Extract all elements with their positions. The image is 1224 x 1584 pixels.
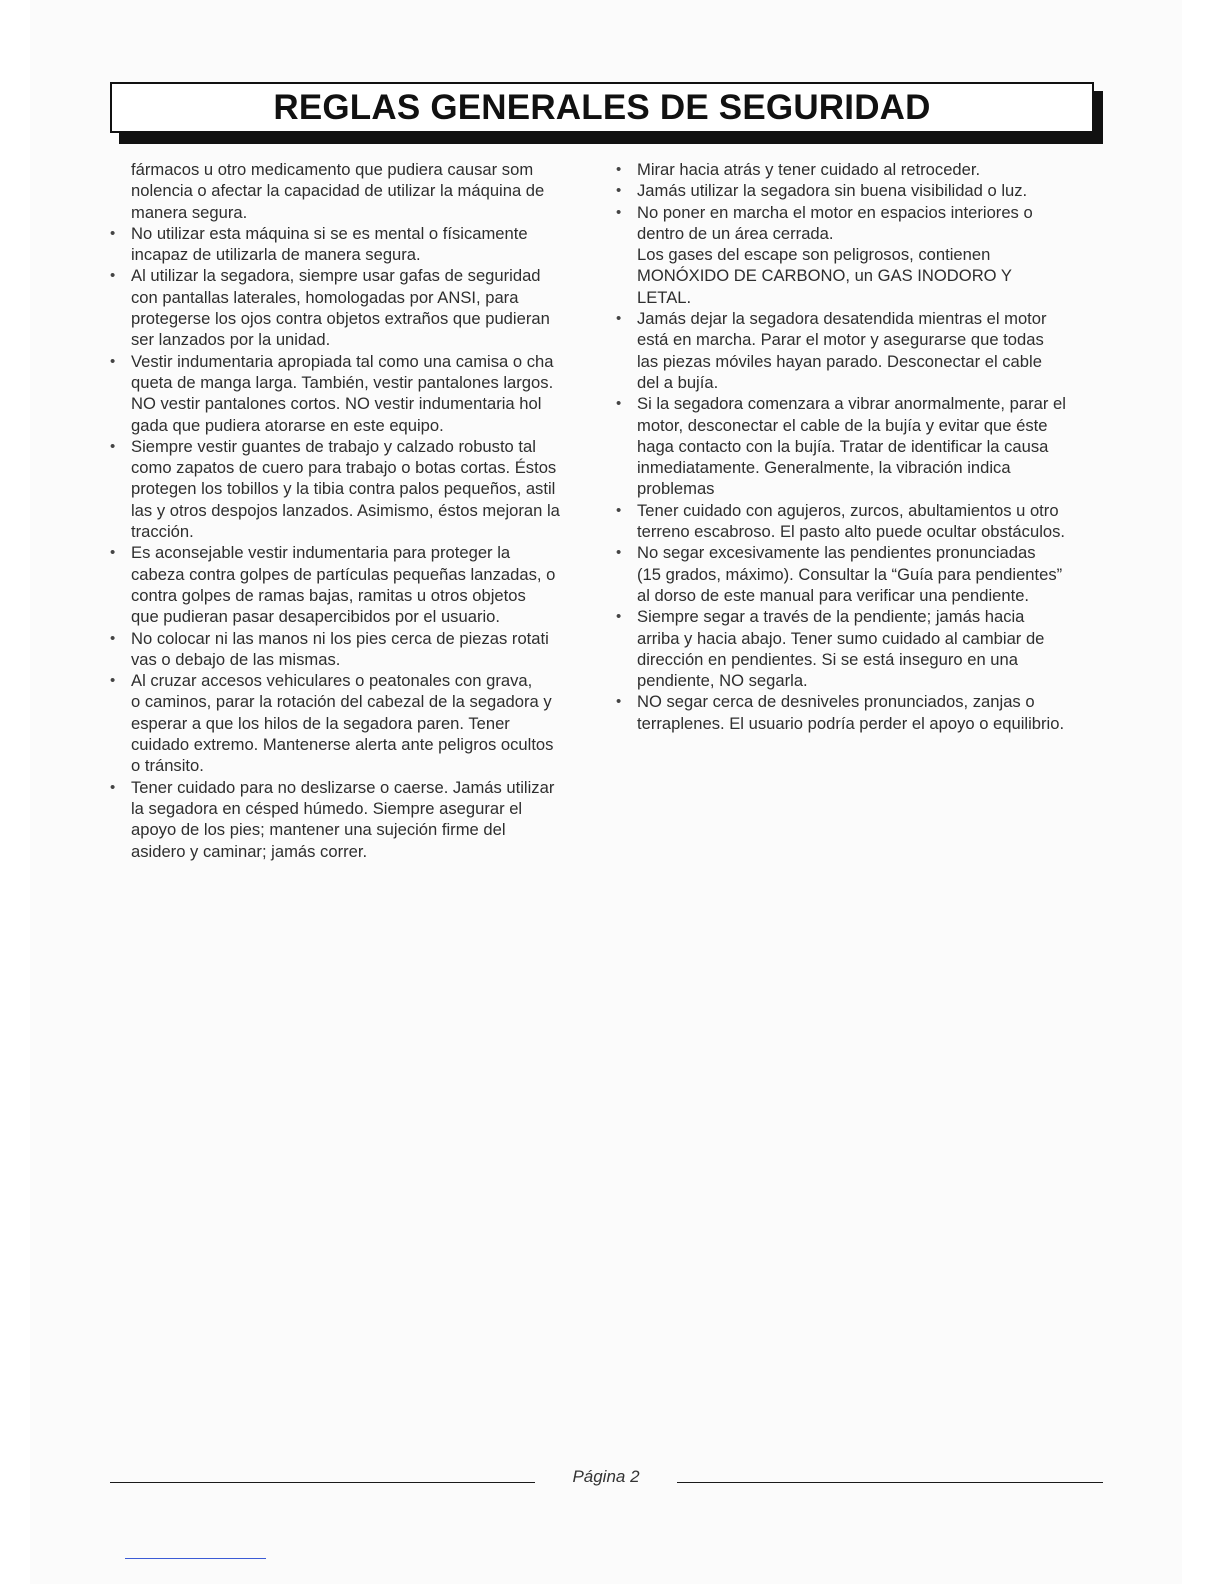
title-box [110, 82, 1094, 133]
list-item-text: Jamás dejar la segadora desatendida mientras el motor está en marcha. Parar el motor y asegurarse que todas las piezas móviles hayan parado. Desconectar el cable del a bujía. [637, 309, 1047, 392]
list-item [108, 777, 603, 862]
bullet-icon: • [616, 182, 622, 200]
list-item-text: Mirar hacia atrás y tener cuidado al retroceder. [637, 160, 981, 179]
bullet-icon: • [616, 693, 622, 711]
list-item-text: Siempre segar a través de la pendiente; jamás hacia arriba y hacia abajo. Tener sumo cuidado al cambiar de dirección en pendientes. Si se está inseguro en una pendiente, NO segarla. [637, 607, 1045, 691]
list-item [614, 691, 1109, 734]
bullet-icon: • [616, 501, 622, 519]
list-item [108, 223, 603, 266]
list-item-text: Tener cuidado para no deslizarse o caerse. Jamás utilizar la segadora en césped húmedo. Siempre asegurar el apoyo de los pies; mantener una sujeción firme del asidero y caminar; jamás correr. [131, 777, 555, 861]
list-item [108, 265, 603, 350]
list-item-text: Jamás utilizar la segadora sin buena visibilidad o luz. [637, 181, 1028, 201]
list-item-text: Si la segadora comenzara a vibrar anormalmente, parar el motor, desconectar el cable de la bujía y evitar que éste haga contacto con la bujía. Tratar de identificar la causa inmediatamente. Generalmente, la vibración indica problemas [637, 394, 1066, 499]
left-column [108, 159, 603, 862]
title-banner [110, 82, 1103, 144]
left-bullet-list [108, 223, 603, 862]
bullet-icon: • [616, 544, 622, 562]
list-item [108, 351, 603, 436]
right-bullet-list [614, 159, 1109, 734]
list-item [614, 393, 1109, 499]
continuation-paragraph: fármacos u otro medicamento que pudiera causar som nolencia o afectar la capacidad de utilizar la máquina de manera segura. [131, 160, 545, 222]
right-column [614, 159, 1109, 734]
bottom-accent-line [125, 1558, 266, 1559]
footer-rule-right [677, 1482, 1103, 1483]
list-item-text: No colocar ni las manos ni los pies cerca de piezas rotati vas o debajo de las mismas. [131, 628, 549, 669]
list-item-text: Tener cuidado con agujeros, zurcos, abultamientos u otro terreno escabroso. El pasto alto puede ocultar obstáculos. [637, 500, 1066, 542]
list-item-text: Siempre vestir guantes de trabajo y calzado robusto tal como zapatos de cuero para trabajo o botas cortas. Éstos protegen los tobillos y la tibia contra palos pequeños, astil las y otros despojos lanzados. Asimismo, éstos mejoran la tracción. [131, 436, 560, 542]
list-item [108, 542, 603, 627]
bullet-icon: • [110, 224, 116, 242]
list-item [614, 606, 1109, 691]
list-item [614, 308, 1109, 393]
bullet-icon: • [110, 437, 116, 455]
list-item [108, 436, 603, 542]
list-item [614, 542, 1109, 606]
list-item-text: Es aconsejable vestir indumentaria para proteger la cabeza contra golpes de partículas pequeñas lanzadas, o contra golpes de ramas bajas, ramitas u otros objetos que pudieran pasar desapercibidos por el usuario. [131, 543, 556, 627]
list-item [614, 202, 1109, 308]
page-number: Página 2 [572, 1467, 640, 1486]
bullet-icon: • [110, 267, 116, 285]
bullet-icon: • [110, 778, 116, 796]
list-item [108, 670, 603, 776]
bullet-icon: • [616, 203, 622, 221]
bullet-icon: • [616, 395, 622, 413]
list-item-text: NO segar cerca de desniveles pronunciados, zanjas o terraplenes. El usuario podría perder el apoyo o equilibrio. [637, 692, 1065, 733]
bullet-icon: • [616, 608, 622, 626]
list-item-text: Vestir indumentaria apropiada tal como una camisa o cha queta de manga larga. También, vestir pantalones largos. NO vestir pantalones cortos. NO vestir indumentaria hol gada que pudiera atorarse en este equipo. [131, 351, 554, 435]
bullet-icon: • [616, 310, 622, 328]
list-item-text: No poner en marcha el motor en espacios interiores o dentro de un área cerrada. Los gases del escape son peligrosos, contienen MONÓXIDO DE CARBONO, un GAS INODORO Y LETAL. [637, 202, 1033, 307]
list-item [108, 628, 603, 671]
footer-rule-left [110, 1482, 535, 1483]
list-item-text: No utilizar esta máquina si se es mental o físicamente incapaz de utilizarla de manera segura. [131, 223, 528, 265]
list-item-text: Al cruzar accesos vehiculares o peatonales con grava, o caminos, parar la rotación del cabezal de la segadora y esperar a que los hilos de la segadora paren. Tener cuidado extremo. Mantenerse alerta ante peligros ocultos o tránsito. [131, 671, 554, 776]
list-item [614, 500, 1109, 543]
bullet-icon: • [110, 629, 116, 647]
bullet-icon: • [616, 161, 622, 178]
bullet-icon: • [110, 544, 116, 562]
list-item [614, 159, 1109, 180]
list-item [614, 180, 1109, 201]
list-item-text: Al utilizar la segadora, siempre usar gafas de seguridad con pantallas laterales, homologadas por ANSI, para protegerse los ojos contra objetos extraños que pudieran ser lanzados por la unidad. [131, 266, 550, 350]
bullet-icon: • [110, 672, 116, 690]
page-title: REGLAS GENERALES DE SEGURIDAD [273, 87, 931, 127]
bullet-icon: • [110, 352, 116, 370]
list-item-text: No segar excesivamente las pendientes pronunciadas (15 grados, máximo). Consultar la “Guía para pendientes” al dorso de este manual para verificar una pendiente. [637, 543, 1063, 605]
